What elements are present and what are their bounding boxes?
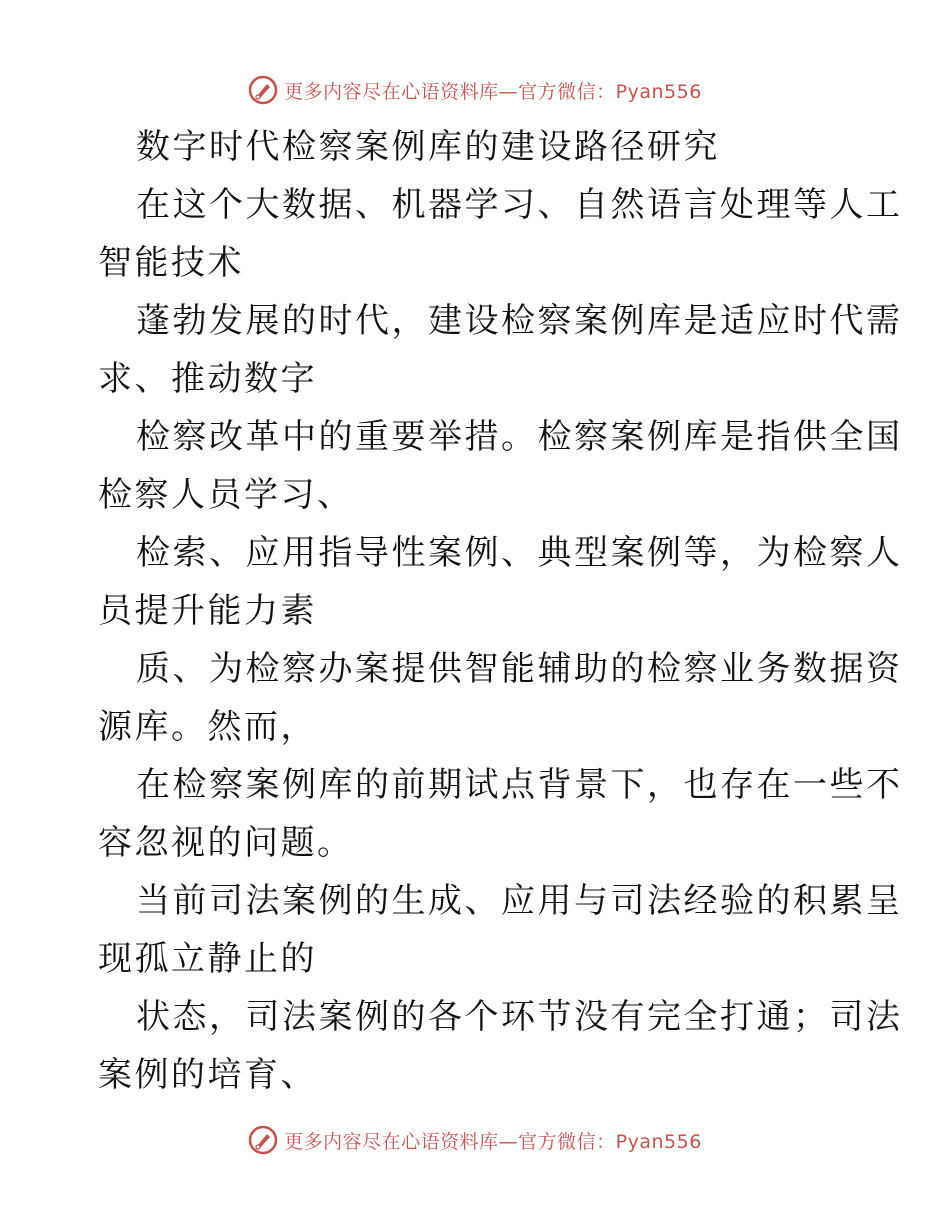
paragraph-line: 在这个大数据、机器学习、自然语言处理等人工 [136,185,903,225]
watermark-banner-top [0,70,950,110]
paragraph-line: 检索、应用指导性案例、典型案例等，为检察人 [136,533,903,573]
paragraph-line: 蓬勃发展的时代，建设检察案例库是适应时代需 [136,301,903,341]
paragraph-line: 在检察案例库的前期试点背景下，也存在一些不 [136,765,903,805]
document-body [98,118,903,1104]
watermark-text: 更多内容尽在心语资料库—官方微信：Pyan556 [284,80,702,103]
paragraph-line: 质、为检察办案提供智能辅助的检察业务数据资 [136,649,903,689]
paragraph-line: 案例的培育、 [98,1055,317,1095]
document-title: 数字时代检察案例库的建设路径研究 [136,127,720,167]
watermark-text: 更多内容尽在心语资料库—官方微信：Pyan556 [284,1130,702,1153]
watermark-banner-bottom [0,1120,950,1160]
paragraph-line: 源库。然而， [98,707,317,747]
paragraph-line: 智能技术 [98,243,244,283]
paragraph-line: 员提升能力素 [98,591,317,631]
paragraph-line: 检察改革中的重要举措。检察案例库是指供全国 [136,417,903,457]
paragraph-line: 当前司法案例的生成、应用与司法经验的积累呈 [136,881,903,921]
pen-logo-icon [248,1125,278,1155]
pen-logo-icon [248,75,278,105]
paragraph-line: 检察人员学习、 [98,475,354,515]
paragraph-line: 容忽视的问题。 [98,823,354,863]
paragraph-line: 求、推动数字 [98,359,317,399]
paragraph-line: 现孤立静止的 [98,939,317,979]
paragraph-line: 状态，司法案例的各个环节没有完全打通；司法 [136,997,903,1037]
